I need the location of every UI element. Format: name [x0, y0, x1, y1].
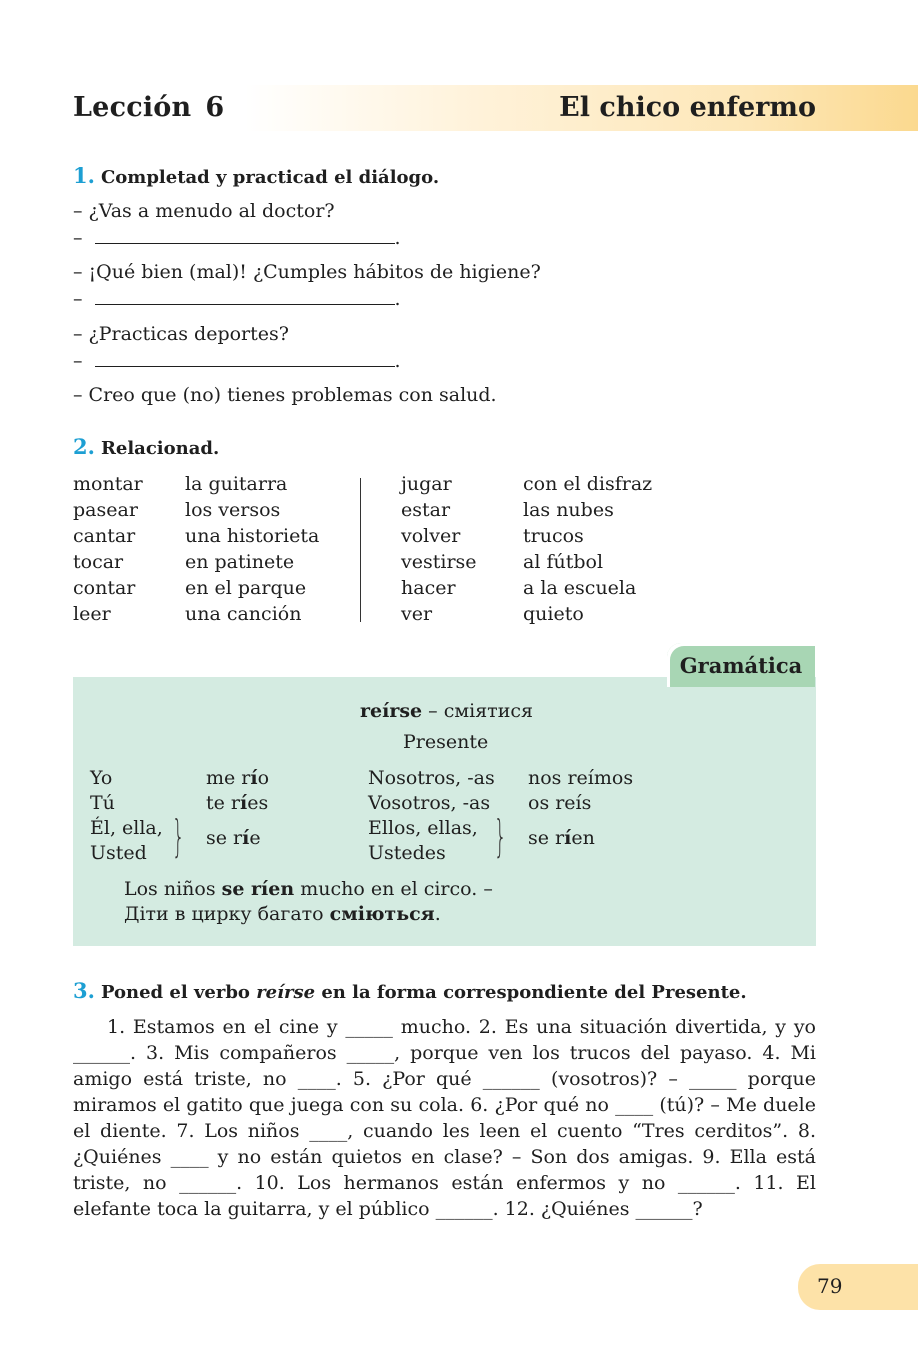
grammar-translation: – сміятися: [422, 700, 533, 722]
pronoun-nosotros: Nosotros, -as: [368, 767, 495, 789]
example-spanish: Los niños se ríen mucho en el circo. –: [124, 878, 493, 900]
exercise-3-text: 1. Estamos en el cine y _____ mucho. 2. Es una situación divertida, y yo ______. 3. Mis compañeros _____, porque ven los trucos del payaso. 4. Mi amigo está triste, no ____. 5. ¿Por qué ______ (vosotros)? – _____ porque miramos el gatito que juega con su cola. 6. ¿Por qué no ____ (tú)? – Me duele el diente. 7. Los niños ____, cuando les leen el cuento “Tres cerditos”. 8. ¿Quiénes ____ y no están quietos en clase? – Son dos amigas. 9. Ella está triste, no ______. 10. Los hermanos están enfermos y no ______. 11. El elefante toca la guitarra, y el público ______. 12. ¿Quiénes ______?: [73, 1016, 816, 1220]
exercise-2-number: 2.: [73, 434, 95, 459]
exercise-2-title: Relacionad.: [100, 438, 220, 459]
dialog-line-2: – ¡Qué bien (mal)! ¿Cumples hábitos de higiene?: [73, 261, 541, 283]
word: al fútbol: [523, 551, 604, 573]
exercise-3-number: 3.: [73, 978, 95, 1003]
dialog-line-1: – ¿Vas a menudo al doctor?: [73, 200, 335, 222]
word: hacer: [401, 577, 456, 599]
exercise-3-heading: 3. Poned el verbo reírse en la forma correspondiente del Presente.: [73, 978, 747, 1003]
lesson-number: 6: [205, 92, 225, 123]
brace-icon: }: [494, 811, 507, 862]
form-el: se ríe: [206, 827, 261, 849]
form-tu: te ríes: [206, 792, 269, 814]
word: las nubes: [523, 499, 614, 521]
word: ver: [401, 603, 433, 625]
verbs-column-1: [73, 471, 143, 627]
word: con el disfraz: [523, 473, 653, 495]
word: a la escuela: [523, 577, 637, 599]
exercise-1-heading: [73, 163, 439, 188]
pronoun-usted: Usted: [90, 842, 147, 864]
dialog-answer-2: – .: [73, 288, 401, 310]
answer-blank: [95, 229, 395, 244]
grammar-tab: Gramática: [667, 643, 815, 687]
dialog-answer-1: – .: [73, 227, 401, 249]
word: estar: [401, 499, 451, 521]
word: en patinete: [185, 551, 295, 573]
form-nosotros: nos reímos: [528, 767, 634, 789]
phrases-column-1: [185, 471, 319, 627]
form-ellos: se ríen: [528, 827, 595, 849]
word: una canción: [185, 603, 302, 625]
phrases-column-2: [523, 471, 652, 627]
dialog-line-4: – Creo que (no) tienes problemas con salud.: [73, 384, 497, 406]
pronoun-tu: Tú: [90, 792, 115, 814]
form-yo: me río: [206, 767, 270, 789]
word: montar: [73, 473, 143, 495]
pronoun-vosotros: Vosotros, -as: [368, 792, 491, 814]
word: los versos: [185, 499, 281, 521]
word: cantar: [73, 525, 136, 547]
exercise-1-title: Completad y practicad el diálogo.: [100, 167, 440, 188]
word: volver: [401, 525, 461, 547]
verbs-column-2: [401, 471, 477, 627]
dialog-answer-3: – .: [73, 350, 401, 372]
pronoun-el: Él, ella,: [90, 817, 163, 839]
column-divider: [360, 478, 361, 622]
page-number-tab: [798, 1264, 918, 1310]
word: pasear: [73, 499, 138, 521]
page-number: 79: [817, 1274, 843, 1298]
word: una historieta: [185, 525, 320, 547]
lesson-label: Lección 6: [73, 92, 225, 123]
dialog-line-3: – ¿Practicas deportes?: [73, 323, 289, 345]
word: leer: [73, 603, 111, 625]
grammar-verb-heading: [360, 700, 533, 722]
form-vosotros: os reís: [528, 792, 592, 814]
word: trucos: [523, 525, 584, 547]
example-ukrainian: Діти в цирку багато сміються.: [124, 903, 441, 925]
word: tocar: [73, 551, 124, 573]
word: vestirse: [401, 551, 477, 573]
exercise-2-heading: [73, 434, 219, 459]
word: contar: [73, 577, 136, 599]
word: en el parque: [185, 577, 307, 599]
word: la guitarra: [185, 473, 288, 495]
word: jugar: [401, 473, 452, 495]
grammar-tense: Presente: [403, 731, 489, 753]
brace-icon: }: [172, 811, 185, 862]
grammar-verb: reírse: [360, 700, 423, 722]
pronoun-yo: Yo: [90, 767, 113, 789]
answer-blank: [95, 352, 395, 367]
pronoun-ellos: Ellos, ellas,: [368, 817, 478, 839]
answer-blank: [95, 290, 395, 305]
pronoun-ustedes: Ustedes: [368, 842, 446, 864]
word: quieto: [523, 603, 584, 625]
exercise-1-number: 1.: [73, 163, 95, 188]
lesson-title: El chico enfermo: [559, 92, 816, 123]
